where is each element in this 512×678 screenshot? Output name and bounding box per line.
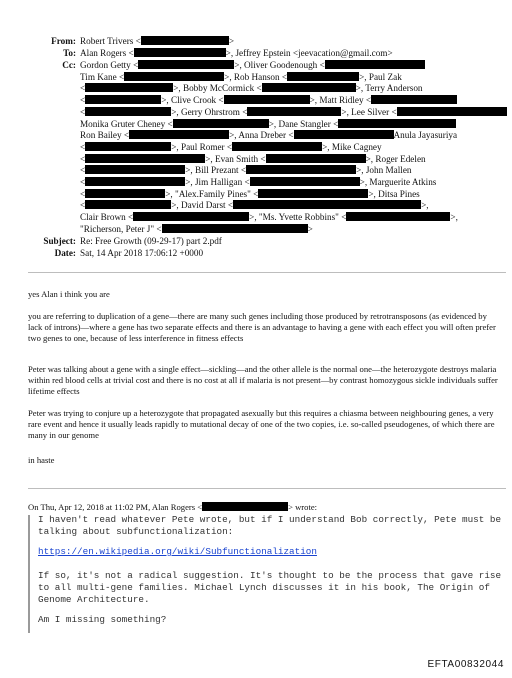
cc-text: >, Matt Ridley < <box>309 95 372 106</box>
cc-line <box>80 154 426 165</box>
cc-text: >, Evan Smith < <box>205 153 266 164</box>
cc-text: >, "Alex.Family Pines" < <box>165 188 259 199</box>
body-paragraph: Peter was talking about a gene with a single effect—sickling—and the other allele is the normal one—the heterozygote destroys malaria within red blood cells at trivial cost and there is no cost at all if malaria is not present—by contrast homozygous sickle individuals suffer lifetime effects <box>28 364 498 396</box>
cc-text: >, Clive Crook < <box>161 95 224 106</box>
quote-link[interactable] <box>38 546 504 558</box>
to-field <box>80 48 393 59</box>
cc-line <box>80 177 436 188</box>
quote-intro-text: On Thu, Apr 12, 2018 at 11:02 PM, Alan Rogers < <box>28 502 203 512</box>
cc-line <box>80 142 382 153</box>
redaction-block <box>85 95 161 104</box>
cc-text: > <box>307 223 313 234</box>
redaction-block <box>371 95 457 104</box>
redaction-block <box>124 72 224 81</box>
header-divider <box>28 272 506 273</box>
to-after: >, Jeffrey Epstein <jeevacation@gmail.com> <box>225 48 393 58</box>
redaction-block <box>173 119 269 128</box>
from-value: Robert Trivers < <box>80 36 141 46</box>
cc-text: >, Bill Prezant < <box>185 165 247 176</box>
cc-text: >, Ditsa Pines <box>368 188 420 199</box>
cc-text: >, Oliver Goodenough < <box>234 60 325 70</box>
cc-line <box>80 130 457 141</box>
redaction-block <box>162 224 308 233</box>
cc-text: < <box>80 83 86 94</box>
cc-line <box>80 72 402 83</box>
cc-line <box>80 119 456 130</box>
subject-label: Subject: <box>43 236 76 246</box>
cc-text: < <box>80 95 86 106</box>
redaction-block <box>202 502 288 511</box>
cc-label: Cc: <box>62 60 76 70</box>
cc-text: >, <box>450 212 458 223</box>
cc-text: >, Paul Romer < <box>171 141 233 152</box>
redaction-block <box>247 107 341 116</box>
cc-text: >, Lee Silver < <box>341 106 397 117</box>
cc-line <box>80 60 425 71</box>
cc-text: >, Dane Stangler < <box>268 118 339 129</box>
cc-text: >, Rob Hanson < <box>224 71 288 82</box>
cc-text: < <box>80 106 86 117</box>
redaction-block <box>233 200 421 209</box>
redaction-block <box>138 60 234 69</box>
cc-line <box>80 83 423 94</box>
cc-text: < <box>80 188 86 199</box>
from-after: > <box>228 36 235 46</box>
cc-text: >, "Ms. Yvette Robbins" < <box>249 212 347 223</box>
body-paragraph: you are referring to duplication of a gene—there are many such genes including those produced by retrotransposons (as evidenced by lack of introns)—where a gene has two separate effects and there is an advantage to having a gene with each effect you will often prefer two genes to one, because of less interference in fitness effects <box>28 311 496 343</box>
cc-text: >, Mike Cagney <box>322 141 382 152</box>
cc-line <box>80 212 458 223</box>
to-value: Alan Rogers < <box>80 48 134 58</box>
cc-text: Anula Jayasuriya <box>393 130 458 141</box>
redaction-block <box>133 212 249 221</box>
cc-text: >, John Mallen <box>356 165 412 176</box>
body-paragraph: Peter was trying to conjure up a heterozygote that propagated asexually but this requires a chiasma between neighbouring genes, a very rare event and hence it usually leads rapidly to mutational decay of one of the two copies, i.e. so-called pseudogenes, of which there are many in our genome <box>28 408 495 440</box>
cc-text: Clair Brown < <box>80 212 134 223</box>
from-label: From: <box>51 36 76 46</box>
redaction-block <box>258 189 368 198</box>
date-value: Sat, 14 Apr 2018 17:06:12 +0000 <box>80 248 204 258</box>
document-id: EFTA00832044 <box>427 659 504 670</box>
redaction-block <box>338 119 456 128</box>
date-label: Date: <box>54 248 76 258</box>
cc-text: < <box>80 153 86 164</box>
cc-line <box>80 165 412 176</box>
redaction-block <box>141 36 229 45</box>
redaction-block <box>224 95 310 104</box>
redaction-block <box>85 142 171 151</box>
cc-text: >, Paul Zak <box>359 71 402 82</box>
quote-intro-after: > wrote: <box>288 502 318 512</box>
cc-text: >, Gerry Ohrstrom < <box>171 106 248 117</box>
cc-text: >, Jim Halligan < <box>185 177 250 187</box>
cc-line <box>80 224 313 235</box>
quote-intro <box>28 502 317 513</box>
cc-line <box>80 200 429 211</box>
redaction-block <box>325 60 425 69</box>
cc-text: < <box>80 165 86 176</box>
cc-text: >, Terry Anderson <box>355 83 423 94</box>
redaction-block <box>262 83 356 92</box>
body-paragraph: yes Alan i think you are <box>28 289 110 299</box>
cc-line <box>80 189 420 200</box>
to-label: To: <box>63 48 76 58</box>
redaction-block <box>246 165 356 174</box>
redaction-block <box>287 72 359 81</box>
cc-text: Tim Kane < <box>80 71 125 82</box>
redaction-block <box>85 154 205 163</box>
cc-text: >, Bobby McCormick < <box>173 83 262 94</box>
cc-text: >, David Darst < <box>171 200 234 211</box>
subject-value: Re: Free Growth (09-29-17) part 2.pdf <box>80 236 222 246</box>
quote-bar <box>28 515 30 633</box>
redaction-block <box>266 154 366 163</box>
quote-line: Am I missing something? <box>38 614 167 625</box>
cc-text: Ron Bailey < <box>80 130 130 141</box>
redaction-block <box>134 48 226 57</box>
redaction-block <box>85 200 171 209</box>
cc-text: Gordon Getty < <box>80 60 139 70</box>
redaction-block <box>85 165 185 174</box>
body-paragraph: in haste <box>28 455 55 465</box>
quote-line: I haven't read whatever Pete wrote, but if I understand Bob correctly, Pete must be talking about subfunctionalization: <box>38 514 502 537</box>
redaction-block <box>232 142 322 151</box>
redaction-block <box>85 189 165 198</box>
redaction-block <box>294 130 394 139</box>
redaction-block <box>250 177 360 186</box>
redaction-block <box>129 130 229 139</box>
from-field <box>80 36 234 47</box>
cc-text: < <box>80 200 86 211</box>
cc-line <box>80 95 457 106</box>
cc-text: >, <box>421 200 429 211</box>
cc-line <box>80 107 507 118</box>
body-divider <box>28 488 506 489</box>
redaction-block <box>346 212 450 221</box>
cc-text: >, Roger Edelen <box>365 153 426 164</box>
cc-text: "Richerson, Peter J" < <box>80 223 162 234</box>
cc-text: Monika Gruter Cheney < <box>80 118 173 129</box>
cc-text: < <box>80 177 86 187</box>
quote-line: If so, it's not a radical suggestion. It's thought to be the process that gave rise to all multi-gene families. Michael Lynch discusses it in his book, The Origin of Genome Architecture. <box>38 570 502 605</box>
cc-text: >, Anna Dreber < <box>229 130 294 141</box>
cc-text: >, Marguerite Atkins <box>359 177 437 187</box>
redaction-block <box>85 107 171 116</box>
redaction-block <box>397 107 507 116</box>
wikipedia-link[interactable]: https://en.wikipedia.org/wiki/Subfunctionalization <box>38 546 317 557</box>
redaction-block <box>85 83 173 92</box>
cc-text: < <box>80 141 86 152</box>
redaction-block <box>85 177 185 186</box>
